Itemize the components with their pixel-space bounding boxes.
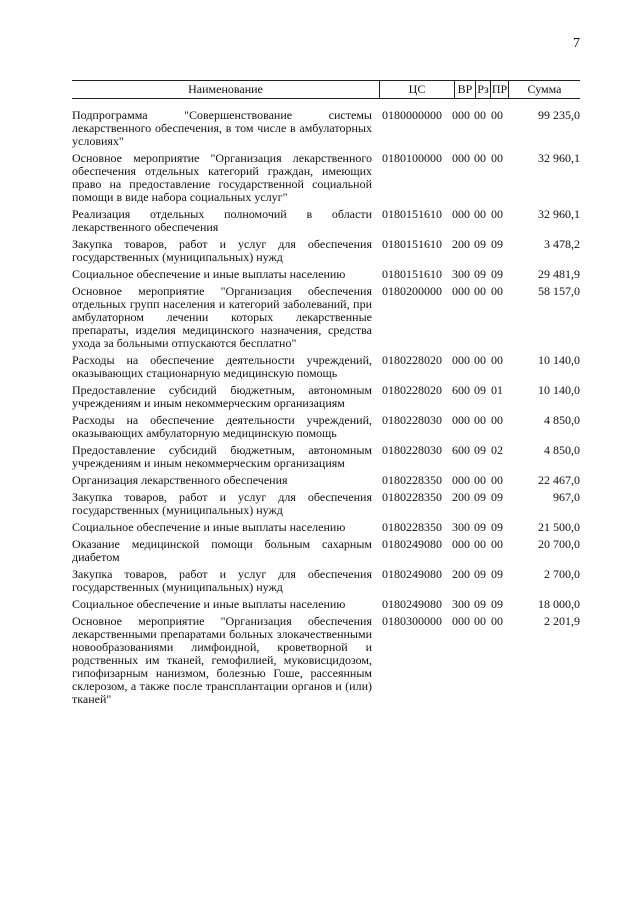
cell-name: Оказание медицинской помощи больным сахарным диабетом (72, 537, 372, 564)
cell-vr: 000 (452, 151, 470, 165)
cell-cs: 0180228030 (382, 413, 442, 427)
cell-cs: 0180228350 (382, 473, 442, 487)
cell-rz: 09 (474, 520, 486, 534)
cell-vr: 200 (452, 567, 470, 581)
cell-cs: 0180000000 (382, 108, 442, 122)
cell-vr: 200 (452, 237, 470, 251)
cell-rz: 09 (474, 267, 486, 281)
cell-sum: 29 481,9 (538, 267, 580, 281)
cell-rz: 00 (474, 413, 486, 427)
cell-rz: 09 (474, 383, 486, 397)
cell-vr: 000 (452, 284, 470, 298)
cell-pr: 09 (491, 520, 503, 534)
cell-name: Социальное обеспечение и иные выплаты населению (72, 520, 346, 534)
cell-name: Социальное обеспечение и иные выплаты населению (72, 597, 346, 611)
cell-pr: 00 (491, 207, 503, 221)
table-row (72, 354, 580, 380)
cell-name: Предоставление субсидий бюджетным, автономным учреждениям и иным некоммерческим организациям (72, 443, 372, 470)
table-row (72, 444, 580, 470)
cell-rz: 00 (474, 614, 486, 628)
cell-sum: 4 850,0 (544, 413, 580, 427)
cell-vr: 000 (452, 353, 470, 367)
header-cs: ЦС (379, 81, 454, 98)
table-row (72, 285, 580, 350)
cell-cs: 0180151610 (382, 237, 442, 251)
cell-sum: 32 960,1 (538, 207, 580, 221)
cell-cs: 0180228030 (382, 443, 442, 457)
table-row (72, 238, 580, 264)
table-row (72, 538, 580, 564)
cell-pr: 00 (491, 108, 503, 122)
cell-cs: 0180228350 (382, 490, 442, 504)
cell-vr: 600 (452, 443, 470, 457)
table-row (72, 268, 580, 281)
cell-vr: 000 (452, 537, 470, 551)
cell-pr: 00 (491, 413, 503, 427)
cell-rz: 09 (474, 567, 486, 581)
cell-vr: 300 (452, 597, 470, 611)
cell-sum: 10 140,0 (538, 383, 580, 397)
cell-vr: 000 (452, 473, 470, 487)
cell-name: Подпрограмма "Совершенствование системы лекарственного обеспечения, в том числе в амбулаторных условиях" (72, 108, 372, 148)
cell-cs: 0180249080 (382, 537, 442, 551)
cell-vr: 000 (452, 207, 470, 221)
table-row (72, 474, 580, 487)
table-row (72, 208, 580, 234)
cell-rz: 00 (474, 537, 486, 551)
cell-cs: 0180228020 (382, 383, 442, 397)
cell-name: Основное мероприятие "Организация обеспечения отдельных групп населения и категорий заболеваний, при амбулаторном лечении которых лекарственные препараты, изделия медицинского назначения, средства ухода за больными отпускаются бесплатно" (72, 284, 372, 350)
cell-sum: 32 960,1 (538, 151, 580, 165)
cell-pr: 09 (491, 490, 503, 504)
page-number: 7 (573, 36, 580, 51)
cell-sum: 22 467,0 (538, 473, 580, 487)
cell-sum: 4 850,0 (544, 443, 580, 457)
cell-sum: 20 700,0 (538, 537, 580, 551)
cell-vr: 000 (452, 614, 470, 628)
cell-pr: 09 (491, 567, 503, 581)
cell-pr: 00 (491, 284, 503, 298)
budget-table (72, 80, 580, 710)
header-name: Наименование (188, 82, 263, 96)
cell-rz: 09 (474, 237, 486, 251)
table-body (72, 109, 580, 706)
cell-name: Закупка товаров, работ и услуг для обеспечения государственных (муниципальных) нужд (72, 237, 372, 264)
table-row (72, 414, 580, 440)
table-row (72, 384, 580, 410)
table-header (72, 80, 580, 99)
cell-pr: 01 (491, 383, 503, 397)
cell-rz: 00 (474, 473, 486, 487)
table-row (72, 491, 580, 517)
cell-rz: 09 (474, 490, 486, 504)
cell-cs: 0180228350 (382, 520, 442, 534)
cell-cs: 0180100000 (382, 151, 442, 165)
cell-pr: 00 (491, 614, 503, 628)
header-sum: Сумма (508, 81, 580, 98)
table-row (72, 598, 580, 611)
cell-name: Закупка товаров, работ и услуг для обеспечения государственных (муниципальных) нужд (72, 490, 372, 517)
cell-pr: 00 (491, 151, 503, 165)
cell-sum: 2 700,0 (544, 567, 580, 581)
cell-pr: 00 (491, 353, 503, 367)
cell-name: Социальное обеспечение и иные выплаты населению (72, 267, 346, 281)
cell-pr: 09 (491, 237, 503, 251)
cell-sum: 21 500,0 (538, 520, 580, 534)
cell-vr: 300 (452, 520, 470, 534)
cell-name: Основное мероприятие "Организация обеспечения лекарственными препаратами больных злокачественными новообразованиями лимфоидной, кроветворной и родственных им тканей, гемофилией, муковисцидозом, гипофизарным нанизмом, болезнью Гоше, рассеянным склерозом, а также после трансплантации органов и (или) тканей" (72, 614, 372, 706)
cell-pr: 00 (491, 537, 503, 551)
header-vr: ВР (454, 81, 475, 98)
cell-name: Основное мероприятие "Организация лекарственного обеспечения отдельных категорий граждан, имеющих право на предоставление государственной социальной помощи в виде набора социальных услуг" (72, 151, 372, 204)
cell-cs: 0180300000 (382, 614, 442, 628)
cell-vr: 200 (452, 490, 470, 504)
cell-rz: 09 (474, 597, 486, 611)
cell-cs: 0180249080 (382, 567, 442, 581)
header-rz: Рз (475, 81, 490, 98)
table-row (72, 615, 580, 706)
cell-pr: 09 (491, 267, 503, 281)
cell-name: Организация лекарственного обеспечения (72, 473, 288, 487)
cell-sum: 18 000,0 (538, 597, 580, 611)
cell-rz: 00 (474, 284, 486, 298)
cell-sum: 10 140,0 (538, 353, 580, 367)
cell-sum: 99 235,0 (538, 108, 580, 122)
cell-name: Закупка товаров, работ и услуг для обеспечения государственных (муниципальных) нужд (72, 567, 372, 594)
cell-sum: 967,0 (553, 490, 580, 504)
cell-name: Предоставление субсидий бюджетным, автономным учреждениям и иным некоммерческим организациям (72, 383, 372, 410)
cell-vr: 600 (452, 383, 470, 397)
cell-pr: 09 (491, 597, 503, 611)
cell-sum: 3 478,2 (544, 237, 580, 251)
cell-name: Расходы на обеспечение деятельности учреждений, оказывающих стационарную медицинскую помощь (72, 353, 372, 380)
cell-sum: 2 201,9 (544, 614, 580, 628)
table-row (72, 568, 580, 594)
cell-cs: 0180200000 (382, 284, 442, 298)
cell-pr: 02 (491, 443, 503, 457)
cell-vr: 300 (452, 267, 470, 281)
header-pr: ПР (491, 82, 508, 96)
cell-rz: 00 (474, 108, 486, 122)
cell-pr: 00 (491, 473, 503, 487)
cell-vr: 000 (452, 413, 470, 427)
cell-name: Расходы на обеспечение деятельности учреждений, оказывающих амбулаторную медицинскую помощь (72, 413, 372, 440)
cell-cs: 0180228020 (382, 353, 442, 367)
cell-sum: 58 157,0 (538, 284, 580, 298)
cell-rz: 09 (474, 443, 486, 457)
cell-cs: 0180151610 (382, 267, 442, 281)
cell-cs: 0180249080 (382, 597, 442, 611)
cell-rz: 00 (474, 353, 486, 367)
cell-rz: 00 (474, 151, 486, 165)
cell-rz: 00 (474, 207, 486, 221)
cell-name: Реализация отдельных полномочий в области лекарственного обеспечения (72, 207, 372, 234)
table-row (72, 109, 580, 148)
cell-cs: 0180151610 (382, 207, 442, 221)
table-row (72, 521, 580, 534)
cell-vr: 000 (452, 108, 470, 122)
table-row (72, 152, 580, 204)
